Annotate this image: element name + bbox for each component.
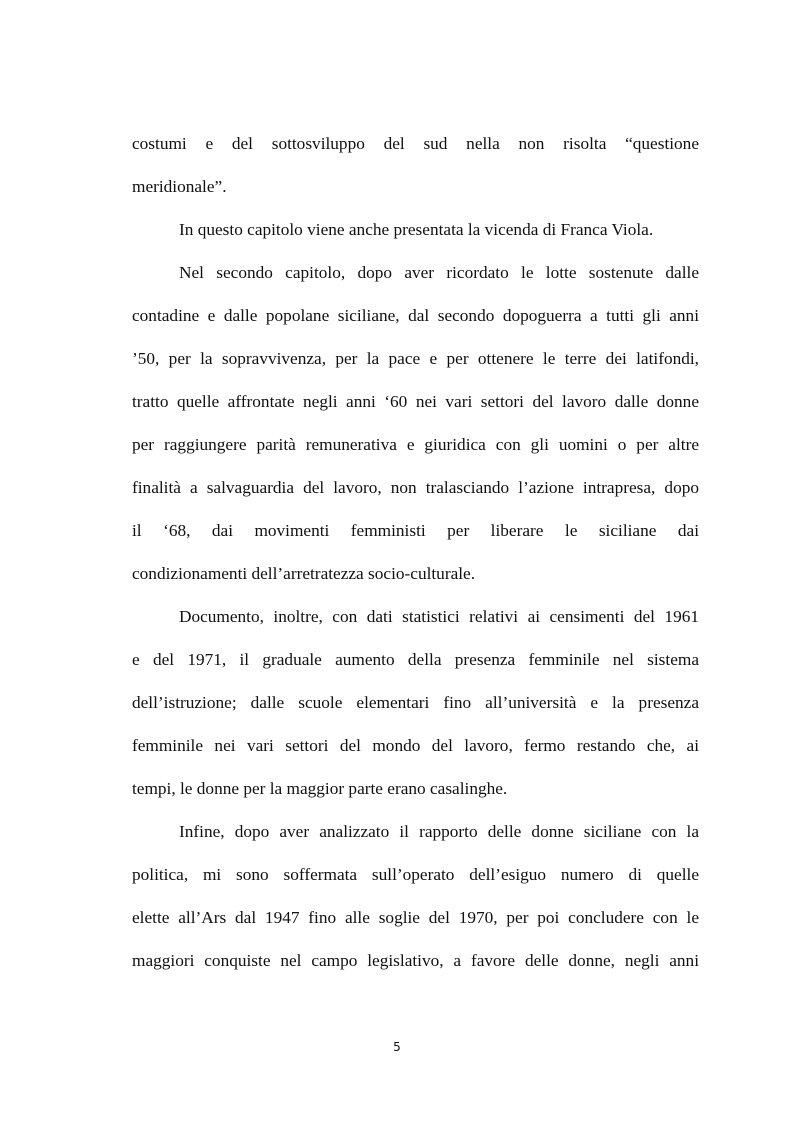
text-line: maggiori conquiste nel campo legislativo, a favore delle donne, negli anni	[132, 951, 699, 970]
text-line: per raggiungere parità remunerativa e giuridica con gli uomini o per altre	[132, 435, 699, 454]
text-line: finalità a salvaguardia del lavoro, non tralasciando l’azione intrapresa, dopo	[132, 478, 699, 497]
page-number: 5	[393, 1040, 401, 1054]
text-line: e del 1971, il graduale aumento della presenza femminile nel sistema	[132, 650, 699, 669]
text-line: elette all’Ars dal 1947 fino alle soglie del 1970, per poi concludere con le	[132, 908, 699, 927]
text-line: dell’istruzione; dalle scuole elementari fino all’università e la presenza	[132, 693, 699, 712]
text-line: ’50, per la sopravvivenza, per la pace e per ottenere le terre dei latifondi,	[132, 349, 699, 368]
text-line: Infine, dopo aver analizzato il rapporto delle donne siciliane con la	[179, 822, 699, 841]
text-line: politica, mi sono soffermata sull’operato dell’esiguo numero di quelle	[132, 865, 699, 884]
text-line: Documento, inoltre, con dati statistici relativi ai censimenti del 1961	[179, 607, 699, 626]
text-line: tratto quelle affrontate negli anni ‘60 nei vari settori del lavoro dalle donne	[132, 392, 699, 411]
text-line: costumi e del sottosviluppo del sud nella non risolta “questione	[132, 134, 699, 153]
text-line: condizionamenti dell’arretratezza socio-culturale.	[132, 564, 476, 583]
text-line: tempi, le donne per la maggior parte erano casalinghe.	[132, 779, 508, 798]
text-line: il ‘68, dai movimenti femministi per liberare le siciliane dai	[132, 521, 699, 540]
text-line: meridionale”.	[132, 177, 227, 196]
text-line: In questo capitolo viene anche presentata la vicenda di Franca Viola.	[179, 220, 654, 239]
text-line: Nel secondo capitolo, dopo aver ricordato le lotte sostenute dalle	[179, 263, 699, 282]
text-line: contadine e dalle popolane siciliane, dal secondo dopoguerra a tutti gli anni	[132, 306, 699, 325]
text-line: femminile nei vari settori del mondo del lavoro, fermo restando che, ai	[132, 736, 699, 755]
